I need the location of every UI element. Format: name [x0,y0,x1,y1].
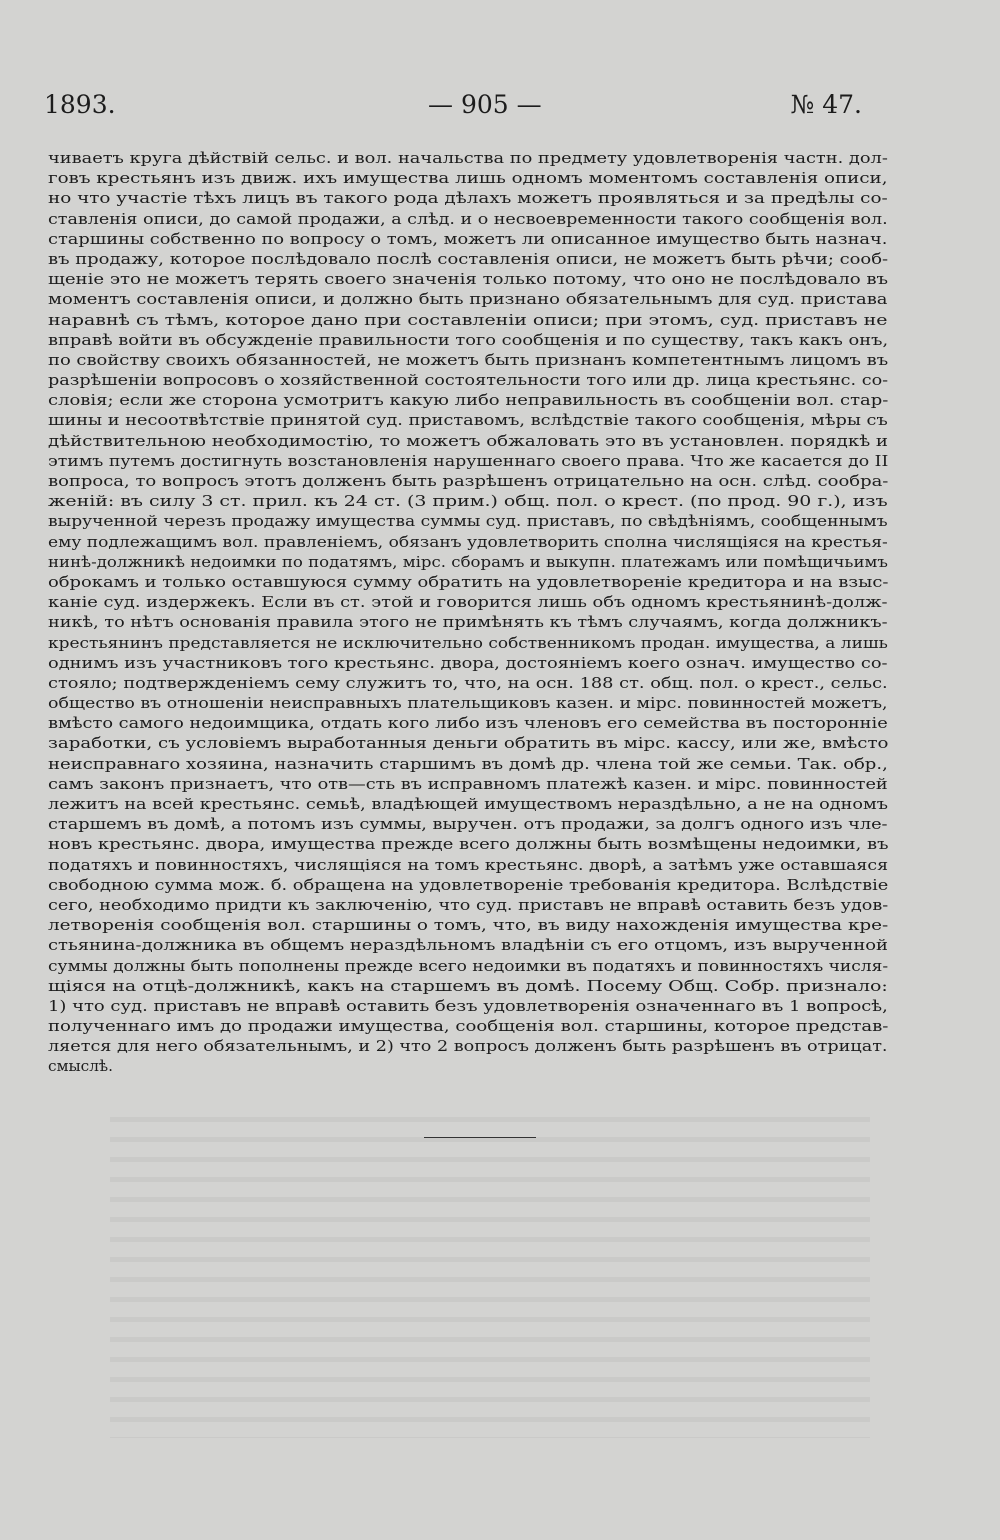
running-head [44,90,862,130]
text-line: общество въ отношеніи неисправныхъ плательщиковъ казен. и мірс. повинностей можетъ, [48,694,888,713]
text-line: разрѣшеніи вопросовъ о хозяйственной состоятельности того или др. лица крестьянс. со- [48,371,889,390]
text-line: говъ крестьянъ изъ движ. ихъ имущества лишь одномъ моментомъ составленія описи, [48,169,888,188]
text-line: наравнѣ съ тѣмъ, которое дано при составленіи описи; при этомъ, суд. приставъ не [48,310,888,329]
text-line: чиваетъ круга дѣйствій сельс. и вол. начальства по предмету удовлетворенія частн. дол- [48,149,888,167]
text-line: никѣ, то нѣтъ основанія правила этого не примѣнять къ тѣмъ случаямъ, когда должникъ- [48,613,888,632]
text-line: смыслѣ. [48,1057,114,1076]
text-line: моментъ составленія описи, и должно быть признано обязательнымъ для суд. пристава [48,290,888,309]
text-line: этимъ путемъ достигнуть возстановленія нарушеннаго своего права. Что же касается до II [48,451,889,470]
text-line: лежитъ на всей крестьянс. семьѣ, владѣющей имуществомъ нераздѣльно, а не на одномъ [48,795,888,813]
text-line: сего, необходимо придти къ заключенію, что суд. приставъ не вправѣ оставить безъ удов- [48,895,889,914]
text-line: нинѣ-должникѣ недоимки по податямъ, мірс. сборамъ и выкупн. платежамъ или помѣщичьимъ [48,552,888,571]
text-line: дѣйствительною необходимостію, то можетъ обжаловать это въ установлен. порядкѣ и [48,431,889,450]
header-page-number: — 905 — [428,90,542,119]
text-line: старшины собственно по вопросу о томъ, можетъ ли описанное имущество быть назнач. [48,229,888,248]
text-line: крестьянинъ представляется не исключительно собственникомъ продан. имущества, а лишь [48,633,888,652]
text-line: щеніе это не можетъ терять своего значенія только потому, что оно не послѣдовало въ [48,270,889,289]
text-line: стояло; подтвержденіемъ сему служитъ то, что, на осн. 188 ст. общ. пол. о крест., сельс. [48,673,888,692]
text-line: въ продажу, которое послѣдовало послѣ составленія описи, не можетъ быть рѣчи; сооб- [48,249,889,268]
text-line: но что участіе тѣхъ лицъ въ такого рода дѣлахъ можетъ проявляться и за предѣлы со- [48,189,888,208]
text-line: вправѣ войти въ обсужденіе правильности того сообщенія и по существу, такъ какъ онъ, [48,330,889,349]
text-line: оброкамъ и только оставшуюся сумму обратить на удовлетвореніе кредитора и на взыс- [48,572,889,591]
text-line: полученнаго имъ до продажи имущества, сообщенія вол. старшины, которое представ- [48,1017,889,1036]
text-line: свободною сумма мож. б. обращена на удовлетвореніе требованія кредитора. Вслѣдствіе [48,875,889,894]
text-line: вырученной черезъ продажу имущества суммы суд. приставъ, по свѣдѣніямъ, сообщеннымъ [48,512,888,531]
text-line: стьянина-должника въ общемъ нераздѣльномъ владѣніи съ его отцомъ, изъ вырученной [48,936,889,955]
text-line: по свойству своихъ обязанностей, не можетъ быть признанъ компетентнымъ лицомъ въ [48,350,889,369]
bleed-through-texture [110,1108,870,1438]
text-line: однимъ изъ участниковъ того крестьянс. двора, достояніемъ коего означ. имущество со- [48,653,888,672]
text-line: ему подлежащимъ вол. правленіемъ, обязанъ удовлетворить сполна числящіяся на крестья- [48,532,888,551]
text-line: ляется для него обязательнымъ, и 2) что 2 вопросъ долженъ быть разрѣшенъ въ отрицат. [48,1037,888,1056]
text-line: новъ крестьянс. двора, имущества прежде всего должны быть возмѣщены недоимки, въ [48,835,889,854]
text-line: словія; если же сторона усмотритъ какую либо неправильность въ сообщеніи вол. стар- [48,391,889,410]
text-line: летворенія сообщенія вол. старшины о томъ, что, въ виду нахожденія имущества кре- [48,916,889,935]
text-line: старшемъ въ домѣ, а потомъ изъ суммы, выручен. отъ продажи, за долгъ одного изъ чле- [48,815,888,834]
text-line: ставленія описи, до самой продажи, а слѣд. и о несвоевременности такого сообщенія вол. [48,209,888,228]
section-rule [424,1137,536,1138]
text-line: щіяся на отцѣ-должникѣ, какъ на старшемъ въ домѣ. Посему Общ. Собр. признало: [48,976,888,995]
text-line: вмѣсто самого недоимщика, отдать кого либо изъ членовъ его семейства въ посторонніе [48,714,888,733]
header-year: 1893. [44,90,116,119]
text-line: податяхъ и повинностяхъ, числящіяся на томъ крестьянс. дворѣ, а затѣмъ уже оставшаяся [48,855,889,874]
text-line: самъ законъ признаетъ, что отв—сть въ исправномъ платежѣ казен. и мірс. повинностей [48,774,888,793]
text-line: суммы должны быть пополнены прежде всего недоимки въ податяхъ и повинностяхъ числя- [48,956,889,975]
text-line: женій: въ силу 3 ст. прил. къ 24 ст. (3 прим.) общ. пол. о крест. (по прод. 90 г.), изъ [48,492,888,511]
header-issue-number: № 47. [790,90,862,119]
body-text [48,148,888,1077]
text-line: 1) что суд. приставъ не вправѣ оставить безъ удовлетворенія означеннаго въ 1 вопросѣ, [48,996,888,1015]
text-line: каніе суд. издержекъ. Если въ ст. этой и говорится лишь объ одномъ крестьянинѣ-долж- [48,593,888,612]
text-line: вопроса, то вопросъ этотъ долженъ быть разрѣшенъ отрицательно на осн. слѣд. сообра- [48,472,889,490]
text-line: шины и несоотвѣтствіе принятой суд. приставомъ, вслѣдствіе такого сообщенія, мѣры съ [48,411,888,430]
text-line: неисправнаго хозяина, назначить старшимъ въ домѣ др. члена той же семьи. Так. обр., [48,754,888,773]
text-line: заработки, съ условіемъ выработанныя деньги обратить въ мірс. кассу, или же, вмѣсто [48,734,889,753]
